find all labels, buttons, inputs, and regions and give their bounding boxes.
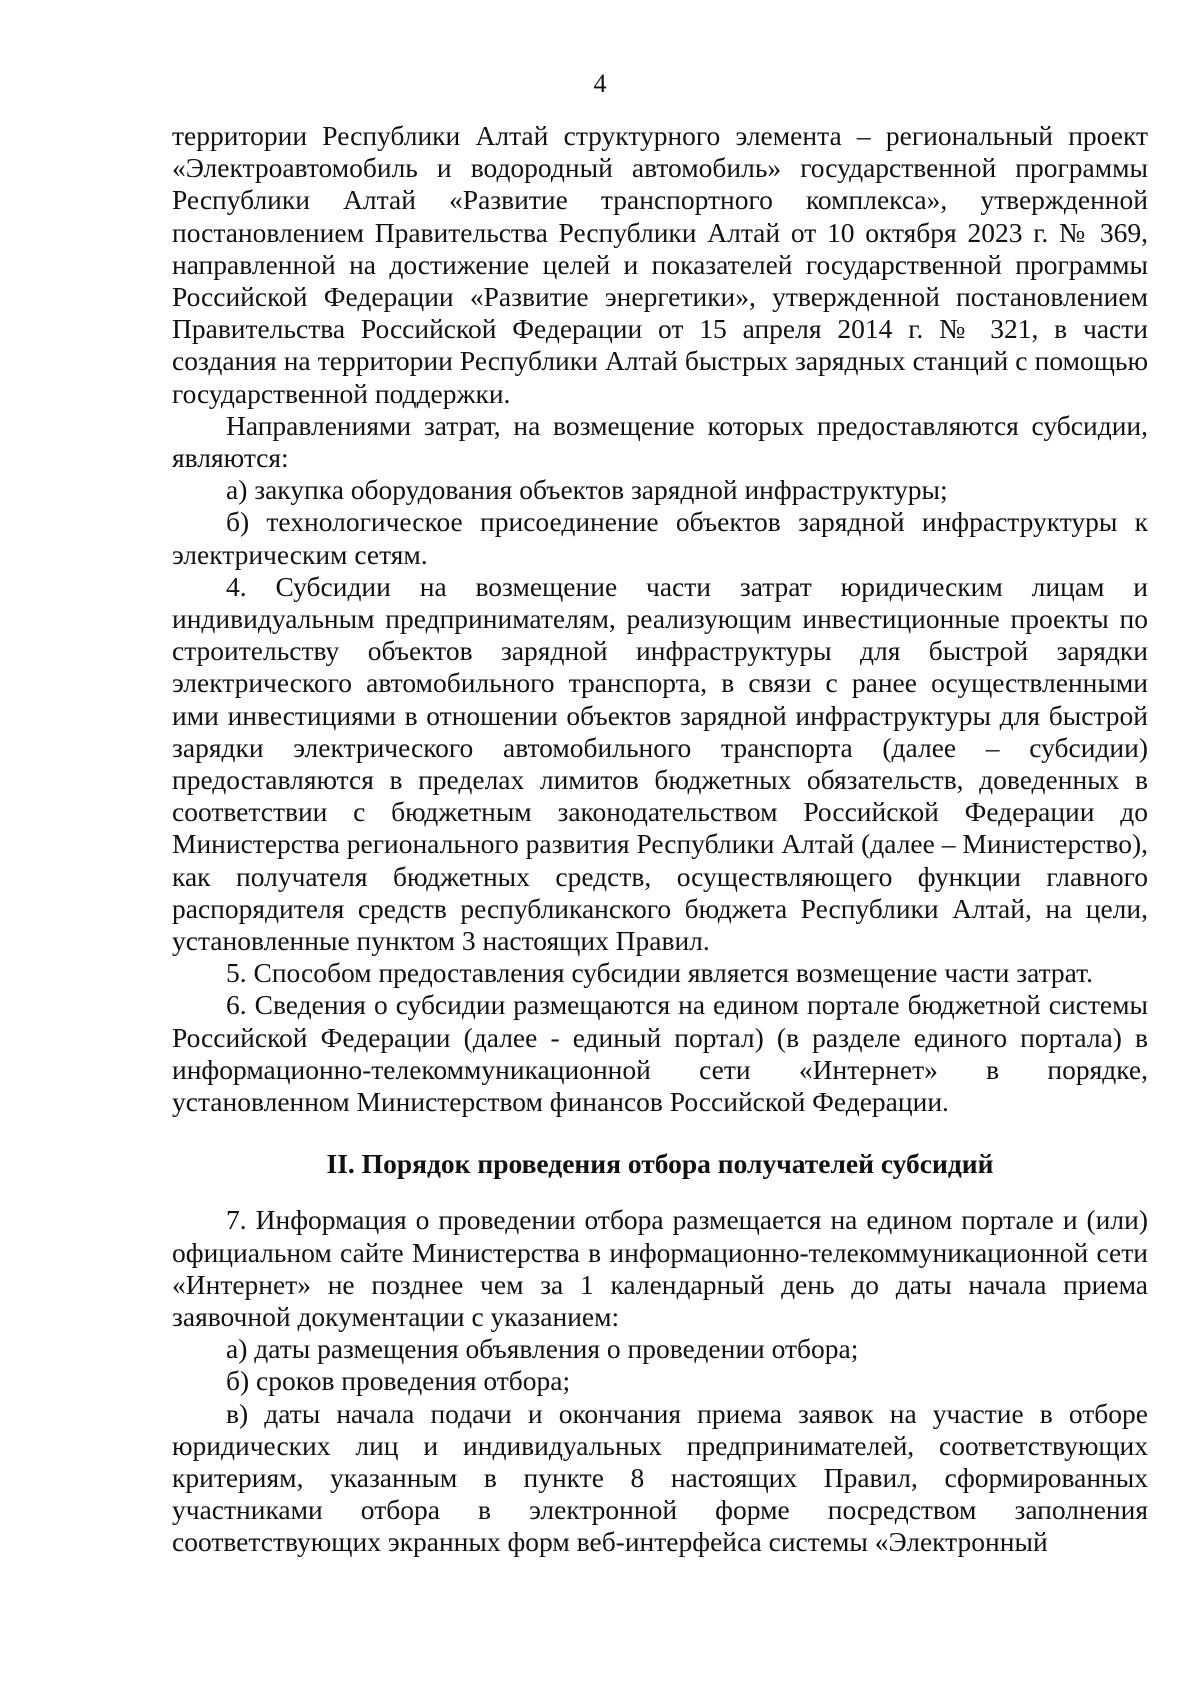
page-number: 4 (593, 69, 607, 98)
list-item-b: б) технологическое присоединение объектов зарядной инфраструктуры к электрическим сетям. (172, 506, 1148, 570)
list-item-v-selection: в) даты начала подачи и окончания приема заявок на участие в отборе юридических лиц и индивидуальных предпринимателей, соответствующих критериям, указанным в пункте 8 настоящих Правил, сформированных участниками отбора в электронной форме посредством заполнения соответствующих экранных форм веб-интерфейса системы «Электронный (172, 1397, 1148, 1558)
paragraph-continuation: территории Республики Алтай структурного элемента – региональный проект «Электроавтомобиль и водородный автомобиль» государственной программы Республики Алтай «Развитие транспортного комплекса», утвержденной постановлением Правительства Республики Алтай от 10 октября 2023 г. № 369, направленной на достижение целей и показателей государственной программы Российской Федерации «Развитие энергетики», утвержденной постановлением Правительства Российской Федерации от 15 апреля 2014 г. № 321, в части создания на территории Республики Алтай быстрых зарядных станций с помощью государственной поддержки. (172, 120, 1148, 409)
list-item-b-selection: б) сроков проведения отбора; (226, 1365, 571, 1397)
list-item-a-selection: а) даты размещения объявления о проведении отбора; (226, 1333, 859, 1365)
list-item-a: а) закупка оборудования объектов зарядной инфраструктуры; (226, 474, 948, 506)
document-body (172, 120, 1148, 1559)
paragraph-item-4: 4. Субсидии на возмещение части затрат юридическим лицам и индивидуальным предпринимателям, реализующим инвестиционные проекты по строительству объектов зарядной инфраструктуры для быстрой зарядки электрического автомобильного транспорта, в связи с ранее осуществленными ими инвестициями в отношении объектов зарядной инфраструктуры для быстрой зарядки электрического автомобильного транспорта (далее – субсидии) предоставляются в пределах лимитов бюджетных обязательств, доведенных в соответствии с бюджетным законодательством Российской Федерации до Министерства регионального развития Республики Алтай (далее – Министерство), как получателя бюджетных средств, осуществляющего функции главного распорядителя средств республиканского бюджета Республики Алтай, на цели, установленные пунктом 3 настоящих Правил. (172, 570, 1148, 957)
paragraph-expense-directions: Направлениями затрат, на возмещение которых предоставляются субсидии, являются: (172, 409, 1148, 474)
paragraph-item-5: 5. Способом предоставления субсидии является возмещение части затрат. (226, 957, 1093, 989)
paragraph-item-6: 6. Сведения о субсидии размещаются на едином портале бюджетной системы Российской Федерации (далее - единый портал) (в разделе единого портала) в информационно-телекоммуникационной сети «Интернет» в порядке, установленном Министерством финансов Российской Федерации. (172, 989, 1148, 1118)
paragraph-item-7: 7. Информация о проведении отбора размещается на едином портале и (или) официальном сайте Министерства в информационно-телекоммуникационной сети «Интернет» не позднее чем за 1 календарный день до даты начала приема заявочной документации с указанием: (172, 1204, 1148, 1332)
section-heading: II. Порядок проведения отбора получателей субсидий (326, 1148, 994, 1180)
